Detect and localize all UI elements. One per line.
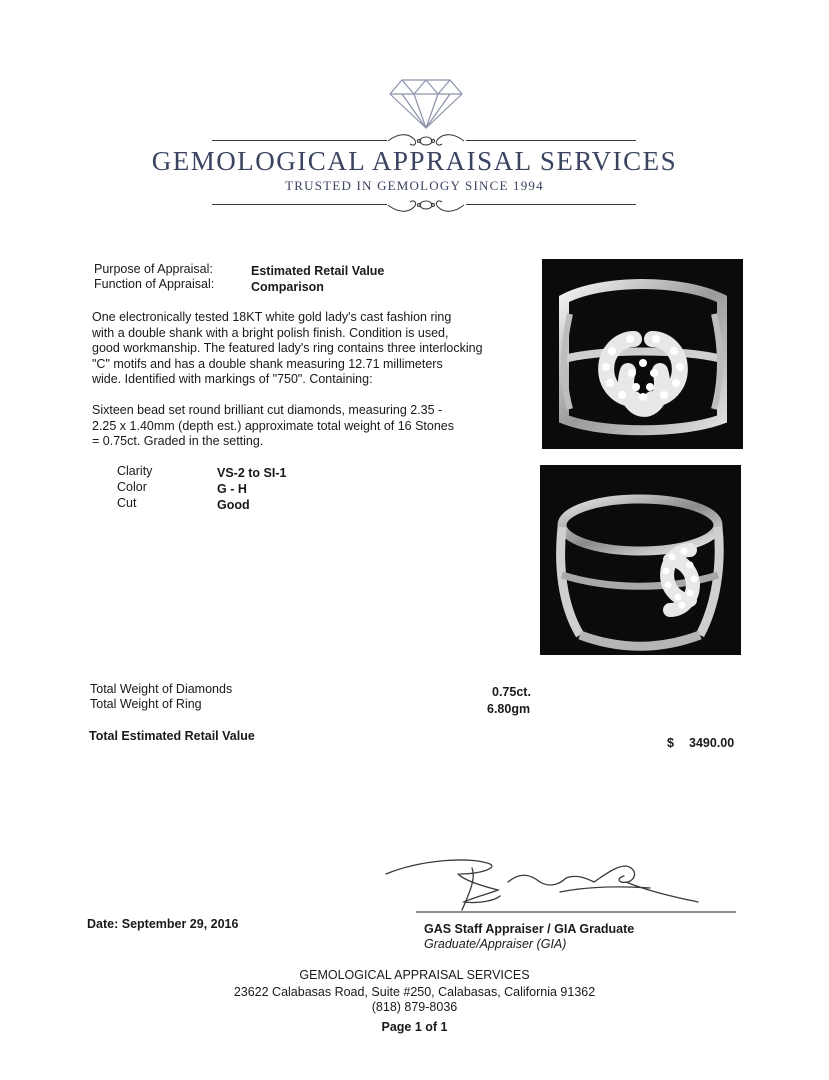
description-line: wide. Identified with markings of "750". Containing:	[92, 372, 373, 386]
item-description	[92, 310, 532, 388]
description-line: One electronically tested 18KT white gold lady's cast fashion ring	[92, 310, 452, 324]
function-value: Comparison	[251, 280, 324, 294]
appraiser-title: GAS Staff Appraiser / GIA Graduate	[424, 922, 635, 936]
retail-value-label: Total Estimated Retail Value	[89, 729, 255, 743]
footer-address: 23622 Calabasas Road, Suite #250, Calabasas, California 91362	[233, 985, 596, 999]
header-top-rule	[212, 140, 387, 141]
ring-photo-angle	[540, 465, 741, 655]
header-top-rule-right	[466, 140, 636, 141]
color-value: G - H	[217, 482, 247, 496]
stones-line: Sixteen bead set round brilliant cut diamonds, measuring 2.35 -	[92, 403, 443, 417]
description-line: good workmanship. The featured lady's ring contains three interlocking	[92, 341, 483, 355]
clarity-value: VS-2 to SI-1	[217, 466, 287, 480]
appraisal-date: Date: September 29, 2016	[87, 917, 239, 931]
purpose-label: Purpose of Appraisal:	[94, 262, 213, 276]
currency-symbol: $	[667, 736, 674, 750]
appraiser-subtitle: Graduate/Appraiser (GIA)	[424, 937, 567, 951]
stones-description	[92, 403, 532, 450]
diamond-icon	[386, 72, 466, 132]
cut-value: Good	[217, 498, 250, 512]
stones-line: = 0.75ct. Graded in the setting.	[92, 434, 264, 448]
header-bottom-rule	[212, 204, 387, 205]
stones-line: 2.25 x 1.40mm (depth est.) approximate total weight of 16 Stones	[92, 418, 455, 433]
purpose-value: Estimated Retail Value	[251, 264, 385, 278]
description-line: with a double shank with a bright polish finish. Condition is used,	[92, 325, 449, 340]
appraiser-signature	[380, 852, 740, 918]
company-name: GEMOLOGICAL APPRAISAL SERVICES	[151, 146, 678, 176]
cut-label: Cut	[117, 496, 137, 510]
ornament-scroll-bottom-icon	[386, 195, 466, 215]
ring-photo-front	[542, 259, 743, 449]
description-line: "C" motifs and has a double shank measuring 12.71 millimeters	[92, 356, 443, 371]
header-bottom-rule-right	[466, 204, 636, 205]
clarity-label: Clarity	[117, 464, 153, 478]
color-label: Color	[117, 480, 147, 494]
company-tagline: TRUSTED IN GEMOLOGY SINCE 1994	[285, 178, 544, 193]
function-label: Function of Appraisal:	[94, 277, 215, 291]
ring-weight-value: 6.80gm	[487, 702, 531, 716]
page-number: Page 1 of 1	[381, 1020, 448, 1034]
diamond-weight-value: 0.75ct.	[492, 685, 531, 699]
footer-company: GEMOLOGICAL APPRAISAL SERVICES	[299, 968, 530, 982]
diamond-weight-label: Total Weight of Diamonds	[90, 682, 233, 696]
footer-phone: (818) 879-8036	[371, 1000, 458, 1014]
ring-weight-label: Total Weight of Ring	[90, 697, 202, 711]
retail-value: 3490.00	[689, 736, 735, 750]
